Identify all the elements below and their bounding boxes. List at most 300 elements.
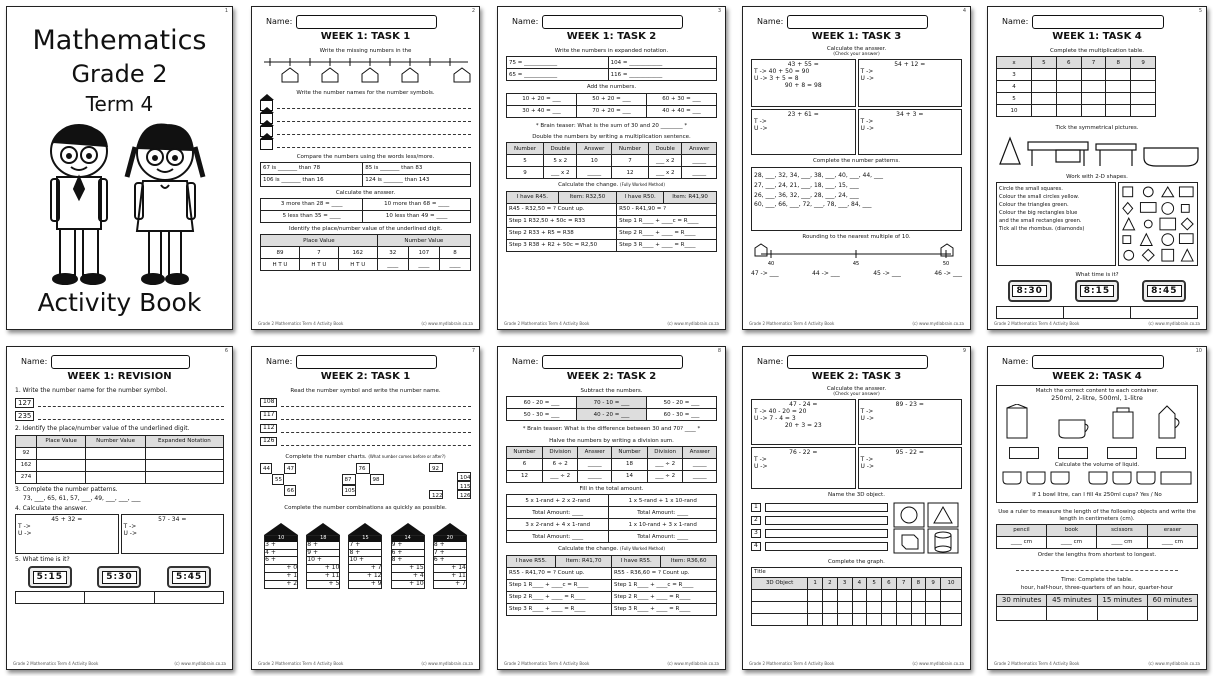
amount-cell[interactable]: Total Amount: ____ [609,531,717,543]
column-header: eraser [1147,524,1197,536]
answer-cell[interactable]: ____ cm [1097,536,1148,548]
rounding-item[interactable]: 44 -> ___ [812,270,840,277]
name-field[interactable] [1032,15,1164,29]
answer-cell[interactable] [145,459,223,471]
change-step[interactable]: R50 - R41,90 = ? [617,203,717,215]
answer-cell[interactable] [1056,93,1081,105]
instruction: Work with 2-D shapes. [1066,173,1128,180]
page-title: WEEK 1: TASK 3 [811,31,902,42]
answer-line[interactable] [277,101,471,109]
answer-cell[interactable] [145,471,223,483]
name-field[interactable] [542,15,683,29]
add-cell[interactable]: 60 + 30 = ___ [647,93,717,105]
table-cell[interactable]: ___ ÷ 2 [647,470,683,482]
graph-cell[interactable] [837,590,852,602]
graph-cell[interactable] [882,590,897,602]
graph-cell[interactable] [752,590,808,602]
answer-cell[interactable] [1097,606,1147,620]
subtract-cell[interactable]: 60 - 20 = ___ [507,397,577,409]
instruction: 5. What time is it? [15,556,70,564]
add-cell[interactable]: 70 + 20 = ___ [577,105,647,117]
answer-line[interactable] [38,399,224,407]
number-cell: 89 [261,247,300,259]
answer-box[interactable] [1107,447,1137,459]
instruction: Complete the multiplication table. [1050,48,1144,54]
worksheet-week2-task1[interactable] [251,346,480,670]
expanded-cell[interactable]: 116 = ____________ [608,69,716,81]
calc-box[interactable]: 95 - 22 = T -> U -> [858,447,963,489]
change-step[interactable]: Step 1 R____ + ____c = R____ [611,579,716,591]
instruction: Add the numbers. [586,84,637,91]
amount-cell: 1 x 5-rand + 1 x 10-rand [609,495,717,507]
column-header: Answer [682,143,717,155]
name-field[interactable] [542,355,683,369]
answer-cell[interactable] [1106,81,1131,93]
graph-cell[interactable] [926,614,941,626]
table-cell[interactable]: _____ [682,167,717,179]
number-symbol: 235 [15,411,34,421]
calc-grid [15,514,224,554]
name-field[interactable] [787,15,928,29]
calc-cell[interactable]: 10 more than 68 = ____ [363,199,471,211]
answer-cell[interactable] [1081,81,1106,93]
row-header: 4 [997,81,1032,93]
table-cell[interactable]: _____ [683,458,717,470]
table-cell[interactable]: ___ x 2 [544,167,577,179]
answer-cell[interactable] [1131,81,1156,93]
answer-box[interactable] [765,542,888,551]
answer-box[interactable] [765,529,888,538]
page-number: 3 [717,8,721,14]
answer-cell[interactable] [1131,93,1156,105]
graph-cell[interactable] [911,602,926,614]
graph-cell[interactable] [867,602,882,614]
answer-cell[interactable] [154,592,223,604]
column-header: Division [542,446,578,458]
change-step[interactable]: Step 3 R____ + ____ = R____ [507,603,612,615]
column-header: Item: R41,70 [556,555,612,567]
column-header: 2 [823,578,838,590]
cover-grade: Grade 2 [71,60,168,88]
instruction: Subtract the numbers. [580,388,643,394]
expanded-cell[interactable]: 104 = ____________ [608,57,716,69]
column-header: 9 [926,578,941,590]
graph-cell[interactable] [823,590,838,602]
footer-right: (c) www.mydlabrain.co.za [1148,661,1200,667]
answer-cell[interactable] [86,459,145,471]
calc-cell[interactable]: 10 less than 49 = ____ [363,211,471,223]
answer-cell[interactable]: ____ [408,259,439,271]
graph-cell[interactable] [867,614,882,626]
answer-cell[interactable] [1064,307,1131,319]
column-header: 7 [1081,57,1106,69]
time-table [996,594,1198,621]
subtract-cell[interactable]: 70 - 10 = ___ [577,397,647,409]
page-title: WEEK 2: TASK 1 [320,371,411,382]
amount-cell[interactable]: Total Amount: ____ [507,531,609,543]
answer-cell[interactable] [1056,81,1081,93]
page-number: 5 [1198,8,1202,14]
answer-cell[interactable] [145,447,223,459]
add-cell[interactable]: 10 + 20 = ___ [507,93,577,105]
answer-box[interactable] [1156,447,1186,459]
subtract-cell[interactable]: 40 - 20 = ___ [577,409,647,421]
column-header: I have R55. [507,555,556,567]
graph-cell[interactable] [911,614,926,626]
cover-page[interactable] [6,6,233,330]
amount-cell: 1 x 10-rand + 3 x 1-rand [609,519,717,531]
answer-cell[interactable] [1032,69,1057,81]
graph-cell[interactable] [941,590,962,602]
number-house[interactable]: 10 3 + 4 + 6 + + 0 + 1 + 2 [264,523,298,589]
answer-cell[interactable] [1081,93,1106,105]
name-field[interactable] [787,355,928,369]
graph-cell[interactable] [867,590,882,602]
change-step[interactable]: Step 2 R____ + ____ = R____ [617,227,717,239]
graph-cell[interactable] [837,614,852,626]
column-header: pencil [997,524,1047,536]
column-header [16,435,37,447]
answer-cell[interactable] [1032,81,1057,93]
answer-cell[interactable] [86,447,145,459]
name-label: Name: [1002,17,1029,27]
footer-right: (c) www.mydlabrain.co.za [1148,321,1200,327]
cover-title: Mathematics [32,25,207,56]
page-title: WEEK 2: TASK 3 [811,371,902,382]
table-cell[interactable]: _____ [682,155,717,167]
answer-cell[interactable] [1056,69,1081,81]
graph-cell[interactable] [808,614,823,626]
column-header: 4 [852,578,867,590]
graph-cell[interactable] [882,602,897,614]
instruction: 1. Write the number name for the number symbol. [15,387,168,394]
name-field[interactable] [51,355,190,369]
change-step[interactable]: Step 2 R____ + ____ = R____ [507,591,612,603]
number-chart[interactable]: 44 47 55 66 [260,463,296,499]
rounding-number-line [751,242,964,266]
graph-cell[interactable] [896,614,911,626]
change-step[interactable]: Step 2 R33 + R5 = R38 [507,227,617,239]
answer-cell[interactable] [1106,93,1131,105]
rounding-item[interactable]: 47 -> ___ [751,270,779,277]
rounding-item[interactable]: 46 -> ___ [934,270,962,277]
instruction: Write the numbers in expanded notation. [554,48,669,54]
instruction: Write the number names for the number symbols. [296,90,435,97]
worksheet-week1-task2[interactable] [497,6,726,330]
answer-line[interactable] [277,140,471,148]
number-house[interactable]: 18 8 + 9 + 10 + + 10 + 11 + 5 [306,523,340,589]
column-header: Number Value [86,435,145,447]
expanded-cell[interactable]: 65 = ____________ [507,69,609,81]
graph-cell[interactable] [941,614,962,626]
answer-box[interactable] [1009,447,1039,459]
answer-cell[interactable] [1081,105,1106,117]
graph-cell[interactable] [941,602,962,614]
answer-cell[interactable] [1106,69,1131,81]
name-field[interactable] [296,355,437,369]
graph-cell[interactable] [926,602,941,614]
graph-cell[interactable] [752,602,808,614]
change-step[interactable]: Step 1 R____ + ____c = R____ [507,579,612,591]
worksheet-week2-task2[interactable] [497,346,726,670]
row-header: 10 [997,105,1032,117]
graph-cell[interactable] [852,602,867,614]
table-cell[interactable]: 5 x 2 [544,155,577,167]
name-label: Name: [757,17,784,27]
rounding-item[interactable]: 45 -> ___ [873,270,901,277]
name-field[interactable] [1032,355,1164,369]
subtract-cell[interactable]: 50 - 20 = ___ [647,397,717,409]
name-field[interactable] [296,15,437,29]
calc-cell[interactable]: 5 less than 35 = ____ [261,211,363,223]
answer-cell[interactable] [1131,307,1198,319]
3d-objects-icon [892,501,962,555]
instruction: Compare the numbers using the words less/more. [296,153,435,160]
answer-cell[interactable] [1147,606,1197,620]
pattern-line[interactable]: 73, ___, 65, 61, 57, ___, 49, ___, ___, ___ [23,494,141,502]
htu-cell[interactable]: H T U [338,259,377,271]
graph-cell[interactable] [837,602,852,614]
htu-cell[interactable]: H T U [299,259,338,271]
answer-cell[interactable]: ____ cm [1147,536,1197,548]
table-cell[interactable]: ___ ÷ 2 [647,458,683,470]
graph-cell[interactable] [808,602,823,614]
answer-cell[interactable] [1056,105,1081,117]
change-step[interactable]: Step 3 R____ + ____ = R____ [617,239,717,251]
instruction: 3. Complete the number patterns. [15,485,118,493]
graph-cell[interactable] [852,614,867,626]
add-table [506,93,717,118]
compare-cell[interactable]: 124 is _______ than 143 [363,174,471,186]
instruction: Calculate the answer. [335,189,396,196]
graph-cell[interactable] [823,614,838,626]
calc-grid [751,399,962,489]
worksheet-week1-task1[interactable] [251,6,480,330]
subtract-cell[interactable]: 60 - 30 = ___ [647,409,717,421]
digital-clock-icon: 8:30 [1008,280,1052,302]
calc-grid [751,59,962,155]
calc-box[interactable]: 45 + 32 = T -> U -> [15,514,119,554]
compare-cell[interactable]: 85 is _______ than 83 [363,162,471,174]
change-step[interactable]: Step 1 R____ + ____c = R____ [617,215,717,227]
name-label: Name: [21,357,48,367]
answer-cell[interactable] [1047,606,1097,620]
answer-cell[interactable] [1032,93,1057,105]
containers-icon [999,404,1195,444]
table-cell[interactable]: _____ [683,470,717,482]
number-cell: 162 [338,247,377,259]
shapes-grid[interactable] [1118,182,1198,266]
subtract-cell[interactable]: 50 - 30 = ___ [507,409,577,421]
svg-text:50: 50 [942,261,950,267]
answer-line[interactable] [281,425,471,433]
digital-clock-icon: 8:45 [1142,280,1186,302]
page-title: WEEK 1: TASK 4 [1052,31,1142,42]
compare-cell[interactable]: 106 is _______ than 16 [261,174,363,186]
graph-cell[interactable] [911,590,926,602]
compare-table [260,162,471,187]
compare-cell[interactable]: 67 is _______ than 78 [261,162,363,174]
brain-teaser: * Brain teaser: What is the sum of 30 and 20 ________ * [535,122,688,129]
answer-cell[interactable]: ____ [377,259,408,271]
table-cell[interactable]: _____ [578,458,612,470]
number-symbol: 126 [260,437,277,446]
worksheet-week1-task4[interactable] [987,6,1207,330]
question[interactable]: If 1 bowl litre, can I fill 4x 250ml cups? Yes / No [1032,491,1162,498]
amount-cell[interactable]: Total Amount: ____ [507,507,609,519]
number-house[interactable]: 20 8 + 7 + 6 + + 14 + 11 + 7 [433,523,467,589]
answer-cell[interactable] [86,471,145,483]
htu-cell[interactable]: H T U [261,259,300,271]
calc-box[interactable]: 54 + 12 = T -> U -> [858,59,963,107]
change-step[interactable]: Step 1 R32,50 + 50c = R33 [507,215,617,227]
column-header: 5 [1032,57,1057,69]
svg-text:45: 45 [852,261,860,267]
answer-cell[interactable] [1131,105,1156,117]
answer-cell[interactable] [85,592,154,604]
answer-cell[interactable]: ____ [439,259,470,271]
column-header: Double [544,143,577,155]
double-table [506,142,717,179]
change-step[interactable]: Step 2 R____ + ____ = R____ [611,591,716,603]
calc-box[interactable]: 57 - 34 = T -> U -> [121,514,225,554]
table-cell[interactable]: _____ [577,167,612,179]
column-header: book [1047,524,1097,536]
number-house[interactable]: 15 7 + 8 + 10 + + 7 + 12 + 9 [348,523,382,589]
footer-left: Grade 2 Mathematics Term 4 Activity Book [13,661,99,667]
column-header: Double [648,143,681,155]
column-header: 6 [1056,57,1081,69]
place-value-table [260,234,471,271]
column-header: Place Value [261,235,378,247]
instruction: Calculate the change. (Fully Worked Method) [558,182,665,189]
answer-cell[interactable] [1106,105,1131,117]
answer-line[interactable] [277,127,471,135]
answer-cell[interactable] [16,592,85,604]
calc-box[interactable]: 47 - 24 = T -> 40 - 20 = 20 U -> 7 - 4 = 3 20 + 3 = 23 [751,399,856,445]
answer-cell[interactable] [997,307,1064,319]
instruction: Double the numbers by writing a multiplication sentence. [532,133,691,140]
calc-box[interactable]: 34 + 3 = T -> U -> [858,109,963,155]
change-step[interactable]: R45 - R32,50 = ? Count up. [507,203,617,215]
add-cell[interactable]: 50 + 20 = ___ [577,93,647,105]
answer-cell[interactable] [36,459,85,471]
instruction: 4. Calculate the answer. [15,504,88,512]
page-number: 8 [717,348,721,354]
answer-line[interactable] [281,438,471,446]
worksheet-week2-task3[interactable] [742,346,971,670]
answer-cell[interactable]: ____ cm [1047,536,1097,548]
answer-cell[interactable]: ____ cm [997,536,1047,548]
graph-cell[interactable] [896,602,911,614]
answer-cell[interactable] [36,471,85,483]
number-house[interactable]: 14 9 + 6 + 8 + + 15 + 4 + 10 [391,523,425,589]
calc-box[interactable]: 23 + 61 = T -> U -> [751,109,856,155]
table-cell[interactable]: ___ x 2 [648,167,681,179]
answer-line[interactable] [38,412,224,420]
answer-cell[interactable] [1081,69,1106,81]
graph-cell[interactable] [852,590,867,602]
answer-cell[interactable] [1032,105,1057,117]
footer-left: Grade 2 Mathematics Term 4 Activity Book [994,661,1080,667]
number-chart[interactable]: 76 87 98 105 [342,463,384,499]
number-cell: 107 [408,247,439,259]
answer-line[interactable] [1016,560,1178,571]
calc-box[interactable]: 76 - 22 = T -> U -> [751,447,856,489]
amount-cell[interactable]: Total Amount: ____ [609,507,717,519]
time-answer-table [996,306,1198,319]
number-line [260,56,473,84]
worksheet-week2-task4[interactable] [987,346,1207,670]
answer-box[interactable] [765,503,888,512]
graph-cell[interactable] [896,590,911,602]
change-step[interactable]: Step 3 R38 + R2 + 50c = R2,50 [507,239,617,251]
footer-left: Grade 2 Mathematics Term 4 Activity Book [258,321,344,327]
worksheet-week1-task3[interactable] [742,6,971,330]
pattern-box[interactable]: 28, ___, 32, 34, ___, 38, ___, 40, ___, 44, ___ 27, ___, 24, 21, ___, 18, ___, 15, ___ 26, ___, 36, 32, ___, 28, ___, 24, ___ 60, ___, 66, ___, 72, ___, 78, ___, 84, ___ [751,167,962,231]
graph-cell[interactable] [752,614,808,626]
calc-box[interactable]: 43 + 55 = T -> 40 + 50 = 90 U -> 3 + 5 = 8 90 + 8 = 98 [751,59,856,107]
page-number: 9 [962,348,966,354]
graph-cell[interactable] [882,614,897,626]
answer-cell[interactable] [36,447,85,459]
column-header: 1 [808,578,823,590]
answer-box[interactable] [765,516,888,525]
object-number: 4 [751,542,761,551]
table-cell[interactable]: ___ ÷ 2 [542,470,578,482]
table-cell[interactable]: ___ x 2 [648,155,681,167]
answer-cell[interactable] [1131,69,1156,81]
change-step[interactable]: R55 - R41,70 = ? Count up. [507,567,612,579]
table-cell: 5 [507,155,544,167]
column-header: Item: R36,60 [661,555,717,567]
number-cell: 7 [299,247,338,259]
graph-cell[interactable] [823,602,838,614]
graph-table [751,567,962,626]
add-cell[interactable]: 40 + 40 = ___ [647,105,717,117]
answer-cell[interactable] [997,606,1047,620]
graph-cell[interactable] [808,590,823,602]
graph-title[interactable]: Title [752,568,962,578]
calc-cell[interactable]: 3 more than 28 = ____ [261,199,363,211]
subtract-table [506,396,717,421]
halve-table [506,446,717,483]
column-header: 6 [882,578,897,590]
table-cell[interactable]: 10 [577,155,612,167]
change-step[interactable]: R55 - R36,60 = ? Count up. [611,567,716,579]
change-step[interactable]: Step 3 R____ + ____ = R____ [611,603,716,615]
calc-box[interactable]: 89 - 23 = T -> U -> [858,399,963,445]
answer-line[interactable] [281,399,471,407]
expanded-cell[interactable]: 75 = ____________ [507,57,609,69]
number-chart[interactable]: 92 104 115 122 126 [429,463,471,499]
answer-line[interactable] [281,412,471,420]
digital-clock-icon: 5:45 [167,566,211,588]
row-header: 5 [997,93,1032,105]
footer-right: (c) www.mydlabrain.co.za [421,321,473,327]
answer-box[interactable] [1058,447,1088,459]
instruction: Calculate the answer. [826,386,887,392]
answer-line[interactable] [277,114,471,122]
table-cell[interactable]: _____ [578,470,612,482]
column-header: Number [611,446,647,458]
graph-cell[interactable] [926,590,941,602]
footer-left: Grade 2 Mathematics Term 4 Activity Book [749,321,835,327]
table-cell[interactable]: 6 ÷ 2 [542,458,578,470]
symmetry-pictures [996,134,1200,168]
worksheet-week1-revision[interactable] [6,346,233,670]
add-cell[interactable]: 30 + 40 = ___ [507,105,577,117]
